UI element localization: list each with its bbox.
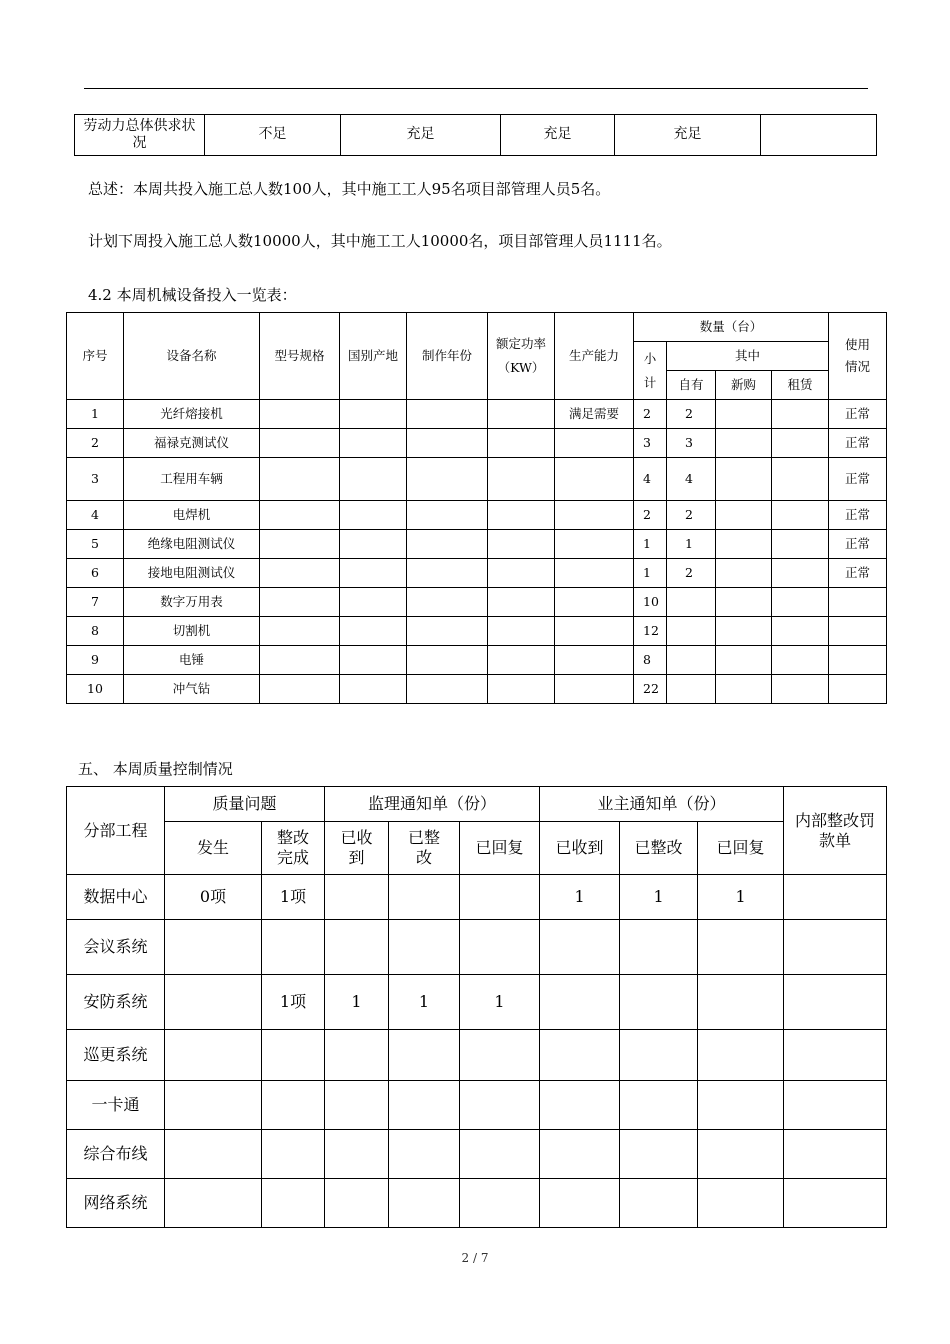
page-number: 2 / 7 (461, 1251, 489, 1265)
labor-label: 劳动力总体供求状况 (75, 115, 205, 156)
quality-cell-penalty (784, 1179, 887, 1228)
quality-cell-own-rectified (620, 1130, 698, 1179)
equipment-cell-name: 切割机 (124, 617, 260, 646)
quality-cell-own-received (540, 1030, 620, 1081)
quality-cell-occurred (165, 1030, 262, 1081)
quality-cell-sup-replied (460, 1030, 540, 1081)
equipment-cell-year (407, 458, 488, 501)
quality-cell-rectified: 1项 (262, 975, 325, 1030)
table-row (67, 617, 887, 646)
col-header-supervisor: 监理通知单（份） (325, 787, 540, 822)
equipment-cell-owned: 4 (667, 458, 716, 501)
table-row (67, 920, 887, 975)
equipment-cell-rented (772, 588, 829, 617)
table-row (67, 530, 887, 559)
quality-cell-sup-replied (460, 1130, 540, 1179)
quality-cell-sup-received (325, 875, 389, 920)
equipment-cell-capacity (555, 588, 634, 617)
equipment-cell-owned: 2 (667, 400, 716, 429)
equipment-cell-no: 9 (67, 646, 124, 675)
quality-cell-sup-received (325, 1130, 389, 1179)
quality-cell-sup-rectified (389, 1130, 460, 1179)
col-header-usage: 使用情况 (829, 313, 887, 400)
equipment-cell-capacity: 满足需要 (555, 400, 634, 429)
equipment-cell-subtotal: 22 (634, 675, 667, 704)
quality-cell-rectified: 1项 (262, 875, 325, 920)
equipment-cell-year (407, 646, 488, 675)
col-header-index: 序号 (67, 313, 124, 400)
col-header-occurred: 发生 (165, 822, 262, 875)
quality-cell-own-replied (698, 1030, 784, 1081)
equipment-cell-subtotal: 12 (634, 617, 667, 646)
equipment-cell-usage (829, 617, 887, 646)
equipment-cell-new (716, 617, 772, 646)
equipment-cell-name: 光纤熔接机 (124, 400, 260, 429)
equipment-cell-new (716, 646, 772, 675)
equipment-cell-new (716, 501, 772, 530)
col-header-subtotal: 小计 (634, 342, 667, 400)
equipment-cell-no: 10 (67, 675, 124, 704)
col-header-quantity: 数量（台） (634, 313, 829, 342)
equipment-cell-subtotal: 2 (634, 400, 667, 429)
col-header-sup-received: 已收到 (325, 822, 389, 875)
col-header-power: 额定功率（KW） (488, 313, 555, 400)
equipment-cell-capacity (555, 530, 634, 559)
equipment-cell-owned: 2 (667, 501, 716, 530)
equipment-cell-power (488, 588, 555, 617)
equipment-cell-new (716, 429, 772, 458)
equipment-cell-owned (667, 617, 716, 646)
equipment-cell-origin (340, 458, 407, 501)
header-rule (84, 88, 868, 89)
quality-cell-own-replied (698, 1130, 784, 1179)
table-row (67, 1081, 887, 1130)
quality-cell-sup-replied (460, 875, 540, 920)
summary-this-week: 总述：本周共投入施工总人数100人，其中施工工人95名项目部管理人员5名。 (88, 180, 611, 198)
table-row (67, 559, 887, 588)
equipment-cell-power (488, 675, 555, 704)
quality-cell-occurred (165, 1130, 262, 1179)
labor-value: 不足 (205, 115, 341, 156)
quality-cell-name: 会议系统 (67, 920, 165, 975)
quality-cell-own-rectified (620, 1179, 698, 1228)
equipment-cell-year (407, 675, 488, 704)
equipment-cell-name: 福禄克测试仪 (124, 429, 260, 458)
equipment-cell-origin (340, 501, 407, 530)
equipment-cell-power (488, 501, 555, 530)
quality-cell-own-rectified (620, 920, 698, 975)
table-row (67, 458, 887, 501)
col-header-own-rectified: 已整改 (620, 822, 698, 875)
equipment-cell-model (260, 400, 340, 429)
equipment-cell-origin (340, 675, 407, 704)
col-header-owner: 业主通知单（份） (540, 787, 784, 822)
equipment-cell-capacity (555, 559, 634, 588)
equipment-cell-no: 5 (67, 530, 124, 559)
equipment-cell-no: 6 (67, 559, 124, 588)
col-header-name: 设备名称 (124, 313, 260, 400)
quality-cell-own-rectified: 1 (620, 875, 698, 920)
quality-cell-own-replied (698, 1179, 784, 1228)
quality-cell-own-replied (698, 1081, 784, 1130)
equipment-cell-rented (772, 400, 829, 429)
quality-cell-occurred: 0项 (165, 875, 262, 920)
equipment-cell-usage: 正常 (829, 559, 887, 588)
quality-cell-name: 网络系统 (67, 1179, 165, 1228)
equipment-cell-name: 绝缘电阻测试仪 (124, 530, 260, 559)
quality-cell-occurred (165, 975, 262, 1030)
col-header-division: 分部工程 (67, 787, 165, 875)
equipment-cell-new (716, 588, 772, 617)
quality-cell-name: 巡更系统 (67, 1030, 165, 1081)
equipment-cell-no: 1 (67, 400, 124, 429)
quality-cell-own-replied (698, 920, 784, 975)
quality-cell-sup-received: 1 (325, 975, 389, 1030)
equipment-cell-power (488, 458, 555, 501)
equipment-cell-name: 数字万用表 (124, 588, 260, 617)
equipment-cell-model (260, 559, 340, 588)
quality-cell-name: 综合布线 (67, 1130, 165, 1179)
col-header-rented: 租赁 (772, 371, 829, 400)
equipment-cell-subtotal: 3 (634, 429, 667, 458)
equipment-cell-year (407, 429, 488, 458)
quality-cell-sup-received (325, 1081, 389, 1130)
quality-cell-rectified (262, 1081, 325, 1130)
equipment-cell-year (407, 530, 488, 559)
quality-cell-sup-received (325, 1179, 389, 1228)
equipment-cell-power (488, 646, 555, 675)
quality-cell-name: 一卡通 (67, 1081, 165, 1130)
equipment-cell-usage (829, 675, 887, 704)
equipment-cell-model (260, 675, 340, 704)
quality-cell-own-received: 1 (540, 875, 620, 920)
equipment-cell-capacity (555, 675, 634, 704)
equipment-cell-origin (340, 646, 407, 675)
equipment-cell-power (488, 617, 555, 646)
col-header-sup-rectified: 已整改 (389, 822, 460, 875)
equipment-cell-rented (772, 559, 829, 588)
quality-cell-sup-replied: 1 (460, 975, 540, 1030)
quality-cell-sup-rectified: 1 (389, 975, 460, 1030)
quality-cell-rectified (262, 1179, 325, 1228)
equipment-cell-name: 冲气钻 (124, 675, 260, 704)
col-header-model: 型号规格 (260, 313, 340, 400)
equipment-cell-new (716, 458, 772, 501)
table-row (67, 429, 887, 458)
equipment-cell-owned (667, 646, 716, 675)
equipment-cell-year (407, 617, 488, 646)
quality-cell-own-replied (698, 975, 784, 1030)
equipment-cell-year (407, 559, 488, 588)
col-header-new: 新购 (716, 371, 772, 400)
equipment-cell-owned (667, 588, 716, 617)
equipment-cell-model (260, 458, 340, 501)
quality-cell-own-received (540, 920, 620, 975)
equipment-cell-rented (772, 429, 829, 458)
equipment-cell-origin (340, 530, 407, 559)
equipment-cell-origin (340, 559, 407, 588)
equipment-cell-usage: 正常 (829, 501, 887, 530)
equipment-cell-year (407, 400, 488, 429)
labor-value (761, 115, 877, 156)
quality-cell-sup-rectified (389, 1030, 460, 1081)
quality-section-title: 五、 本周质量控制情况 (78, 760, 233, 778)
equipment-cell-rented (772, 458, 829, 501)
equipment-cell-power (488, 429, 555, 458)
equipment-cell-subtotal: 4 (634, 458, 667, 501)
quality-cell-penalty (784, 920, 887, 975)
col-header-own-received: 已收到 (540, 822, 620, 875)
equipment-cell-new (716, 559, 772, 588)
quality-cell-own-replied: 1 (698, 875, 784, 920)
equipment-cell-origin (340, 617, 407, 646)
quality-control-table (66, 786, 887, 1228)
equipment-table-title: 4.2 本周机械设备投入一览表： (88, 286, 297, 304)
equipment-cell-origin (340, 429, 407, 458)
summary-next-week: 计划下周投入施工总人数10000人，其中施工工人10000名，项目部管理人员1111名。 (88, 232, 672, 250)
quality-cell-own-rectified (620, 1081, 698, 1130)
quality-cell-own-received (540, 1179, 620, 1228)
equipment-cell-no: 3 (67, 458, 124, 501)
equipment-cell-capacity (555, 646, 634, 675)
col-header-sup-replied: 已回复 (460, 822, 540, 875)
equipment-cell-usage (829, 588, 887, 617)
col-header-rectified: 整改完成 (262, 822, 325, 875)
col-header-owned: 自有 (667, 371, 716, 400)
quality-cell-own-received (540, 1081, 620, 1130)
equipment-cell-no: 7 (67, 588, 124, 617)
equipment-cell-model (260, 646, 340, 675)
equipment-cell-name: 工程用车辆 (124, 458, 260, 501)
table-row (67, 1130, 887, 1179)
quality-cell-sup-rectified (389, 875, 460, 920)
equipment-cell-name: 电锤 (124, 646, 260, 675)
table-row (67, 675, 887, 704)
quality-cell-sup-replied (460, 1081, 540, 1130)
equipment-cell-new (716, 400, 772, 429)
labor-value: 充足 (341, 115, 501, 156)
equipment-cell-usage: 正常 (829, 458, 887, 501)
equipment-table (66, 312, 887, 704)
table-row (67, 1179, 887, 1228)
table-row (67, 1030, 887, 1081)
equipment-cell-year (407, 501, 488, 530)
equipment-cell-no: 4 (67, 501, 124, 530)
equipment-cell-usage: 正常 (829, 400, 887, 429)
equipment-cell-usage: 正常 (829, 530, 887, 559)
col-header-penalty: 内部整改罚款单 (784, 787, 887, 875)
equipment-cell-subtotal: 2 (634, 501, 667, 530)
equipment-cell-no: 8 (67, 617, 124, 646)
equipment-cell-model (260, 588, 340, 617)
equipment-cell-subtotal: 10 (634, 588, 667, 617)
equipment-cell-subtotal: 1 (634, 530, 667, 559)
quality-cell-occurred (165, 1179, 262, 1228)
equipment-cell-model (260, 530, 340, 559)
table-row (67, 875, 887, 920)
equipment-cell-rented (772, 646, 829, 675)
equipment-cell-power (488, 400, 555, 429)
equipment-cell-rented (772, 501, 829, 530)
col-header-problems: 质量问题 (165, 787, 325, 822)
labor-supply-table (74, 114, 877, 156)
equipment-cell-new (716, 530, 772, 559)
quality-cell-occurred (165, 1081, 262, 1130)
labor-value: 充足 (501, 115, 615, 156)
equipment-cell-owned: 2 (667, 559, 716, 588)
quality-cell-penalty (784, 1081, 887, 1130)
equipment-cell-owned: 1 (667, 530, 716, 559)
quality-cell-own-received (540, 1130, 620, 1179)
quality-cell-penalty (784, 875, 887, 920)
quality-cell-own-rectified (620, 1030, 698, 1081)
quality-cell-name: 数据中心 (67, 875, 165, 920)
quality-cell-name: 安防系统 (67, 975, 165, 1030)
quality-cell-occurred (165, 920, 262, 975)
col-header-year: 制作年份 (407, 313, 488, 400)
quality-cell-rectified (262, 920, 325, 975)
equipment-cell-rented (772, 675, 829, 704)
equipment-cell-rented (772, 617, 829, 646)
table-row (67, 501, 887, 530)
equipment-cell-rented (772, 530, 829, 559)
equipment-cell-subtotal: 1 (634, 559, 667, 588)
equipment-cell-origin (340, 588, 407, 617)
equipment-cell-year (407, 588, 488, 617)
quality-cell-penalty (784, 975, 887, 1030)
equipment-cell-usage (829, 646, 887, 675)
equipment-cell-owned: 3 (667, 429, 716, 458)
quality-cell-sup-received (325, 920, 389, 975)
quality-cell-sup-received (325, 1030, 389, 1081)
col-header-capacity: 生产能力 (555, 313, 634, 400)
quality-cell-own-received (540, 975, 620, 1030)
col-header-origin: 国别产地 (340, 313, 407, 400)
equipment-cell-power (488, 559, 555, 588)
equipment-cell-no: 2 (67, 429, 124, 458)
equipment-cell-name: 接地电阻测试仪 (124, 559, 260, 588)
quality-cell-sup-rectified (389, 920, 460, 975)
quality-cell-sup-replied (460, 920, 540, 975)
col-header-among: 其中 (667, 342, 829, 371)
quality-cell-rectified (262, 1130, 325, 1179)
equipment-cell-capacity (555, 429, 634, 458)
labor-value: 充足 (615, 115, 761, 156)
table-row (67, 646, 887, 675)
equipment-cell-capacity (555, 458, 634, 501)
equipment-cell-new (716, 675, 772, 704)
equipment-cell-name: 电焊机 (124, 501, 260, 530)
equipment-cell-power (488, 530, 555, 559)
equipment-cell-owned (667, 675, 716, 704)
table-row (67, 975, 887, 1030)
quality-cell-sup-rectified (389, 1179, 460, 1228)
equipment-cell-model (260, 617, 340, 646)
equipment-cell-usage: 正常 (829, 429, 887, 458)
equipment-cell-model (260, 429, 340, 458)
quality-cell-rectified (262, 1030, 325, 1081)
equipment-cell-capacity (555, 501, 634, 530)
equipment-cell-capacity (555, 617, 634, 646)
table-row (67, 400, 887, 429)
table-row (67, 588, 887, 617)
quality-cell-penalty (784, 1130, 887, 1179)
equipment-cell-model (260, 501, 340, 530)
quality-cell-sup-rectified (389, 1081, 460, 1130)
quality-cell-own-rectified (620, 975, 698, 1030)
quality-cell-sup-replied (460, 1179, 540, 1228)
quality-cell-penalty (784, 1030, 887, 1081)
col-header-own-replied: 已回复 (698, 822, 784, 875)
equipment-cell-origin (340, 400, 407, 429)
equipment-cell-subtotal: 8 (634, 646, 667, 675)
